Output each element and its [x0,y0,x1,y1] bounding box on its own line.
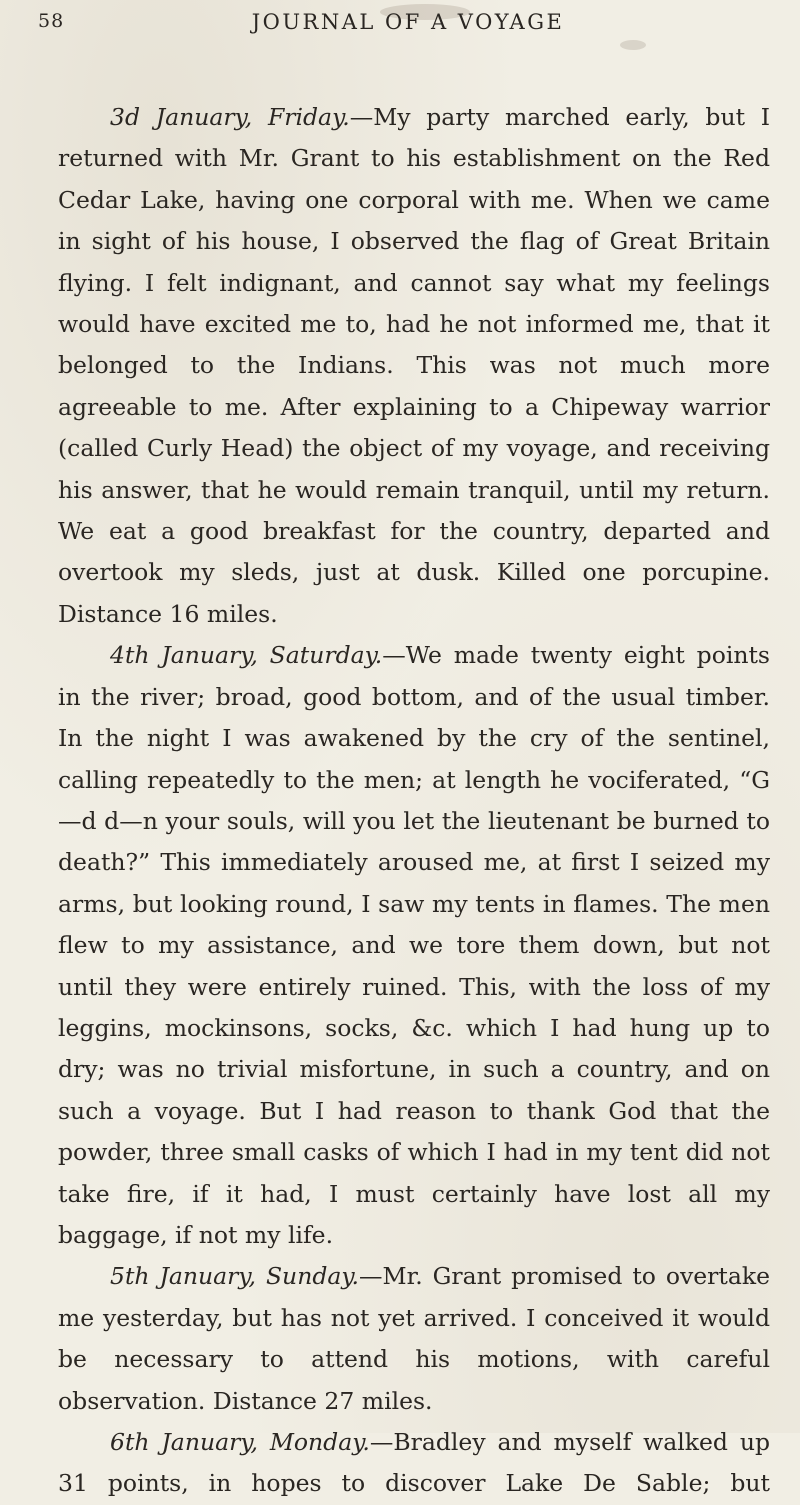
page-number: 58 [38,10,65,32]
journal-entry [58,1256,770,1422]
entry-text: —We made twenty eight points in the river; broad, good bottom, and of the usual timber. In the night I was awakened by the cry of the sentinel, calling repeatedly to the men; at length he vociferated, “G—d d—n your souls, will you let the lieutenant be burned to death?” This immediately aroused me, at first I seized my arms, but looking round, I saw my tents in flames. The men flew to my assistance, and we tore them down, but not until they were entirely ruined. This, with the loss of my leggins, mockinsons, socks, &c. which I had hung up to dry; was no trivial misfortune, in such a country, and on such a voyage. But I had reason to thank God that the powder, three small casks of which I had in my tent did not take fire, if it had, I must certainly have lost all my baggage, if not my life. [58,641,770,1249]
entry-date: 4th January, Saturday. [110,641,383,670]
entry-text: —My party marched early, but I returned with Mr. Grant to his establishment on the Red Cedar Lake, having one corporal with me. When we came in sight of his house, I observed the flag of Great Britain flying. I felt indignant, and cannot say what my feelings would have excited me to, had he not informed me, that it belonged to the Indians. This was not much more agreeable to me. After explaining to a Chipeway warrior (called Curly Head) the object of my voyage, and receiving his answer, that he would remain tranquil, until my return. We eat a good breakfast for the country, departed and overtook my sleds, just at dusk. Killed one porcupine. Distance 16 miles. [58,103,770,628]
entry-date: 6th January, Monday. [110,1428,370,1456]
journal-entry [58,97,770,635]
entry-text: —Mr. Grant promised to overtake me yesterday, but has not yet arrived. I conceived it would be necessary to attend his motions, with careful observation. Distance 27 miles. [58,1262,771,1415]
journal-entry [58,1422,770,1505]
entry-text: —Bradley and myself walked up 31 points, in hopes to discover Lake De Sable; but [58,1428,770,1498]
page-body [58,97,770,1505]
journal-entry [58,635,770,1256]
running-head: JOURNAL OF A VOYAGE [251,10,565,34]
entry-date: 3d January, Friday. [110,103,350,131]
page-header [38,10,738,60]
entry-date: 5th January, Sunday. [110,1262,360,1291]
